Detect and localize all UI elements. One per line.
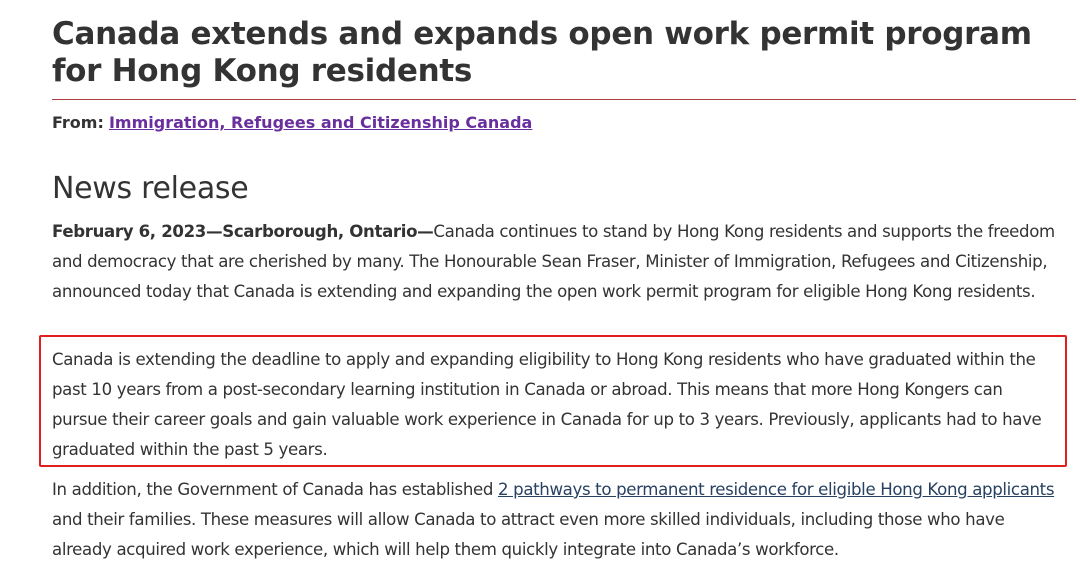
from-line xyxy=(52,112,532,134)
paragraph-pathways-before: In addition, the Government of Canada has established xyxy=(52,480,498,499)
department-link[interactable]: Immigration, Refugees and Citizenship Canada xyxy=(108,113,533,132)
section-title: News release xyxy=(52,171,249,206)
paragraph-intro xyxy=(52,217,1062,307)
page-title: Canada extends and expands open work permit program for Hong Kong residents xyxy=(52,16,1032,89)
paragraph-intro-text: Canada continues to stand by Hong Kong residents and supports the freedom and democracy that are cherished by many. The Honourable Sean Fraser, Minister of Immigration, Refugees and Citizenship, announced today that Canada is extending and expanding the open work permit program for eligible Hong Kong residents. xyxy=(52,222,1055,301)
highlight-box xyxy=(39,335,1067,467)
from-label: From: xyxy=(52,113,104,132)
pathways-link[interactable]: 2 pathways to permanent residence for eligible Hong Kong applicants xyxy=(498,480,1055,499)
dateline: February 6, 2023—Scarborough, Ontario— xyxy=(52,222,434,241)
paragraph-pathways xyxy=(52,475,1062,565)
paragraph-highlighted: Canada is extending the deadline to apply and expanding eligibility to Hong Kong residents who have graduated within the past 10 years from a post-secondary learning institution in Canada or abroad. This means that more Hong Kongers can pursue their career goals and gain valuable work experience in Canada for up to 3 years. Previously, applicants had to have graduated within the past 5 years. xyxy=(52,350,1042,459)
paragraph-pathways-after: and their families. These measures will allow Canada to attract even more skilled individuals, including those who have already acquired work experience, which will help them quickly integrate into Canada’s workforce. xyxy=(52,510,1005,559)
title-divider xyxy=(52,99,1076,100)
